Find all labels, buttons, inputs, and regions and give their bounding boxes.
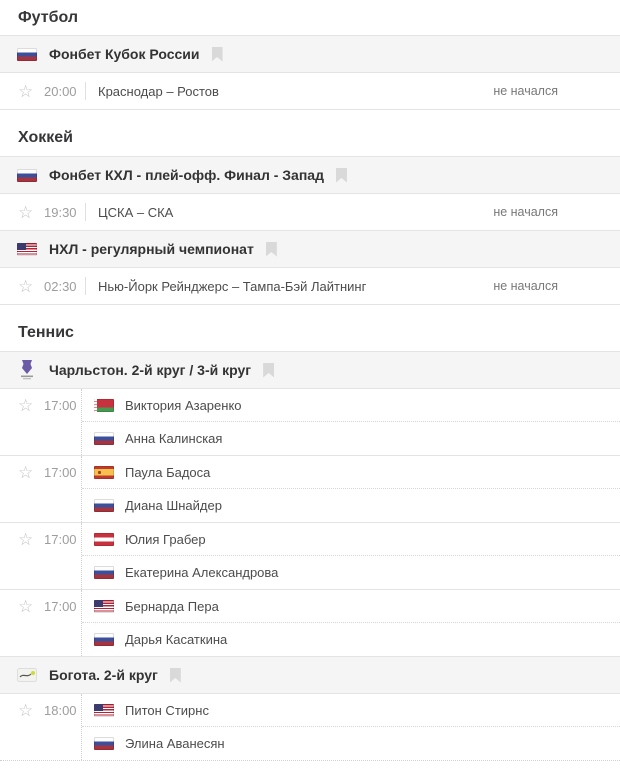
player-name: Элина Аванесян [125,736,225,751]
usa-flag-icon [94,704,114,717]
bookmark-icon[interactable] [336,168,347,183]
player-row [82,590,620,623]
favorite-star-icon[interactable]: ☆ [18,396,34,415]
charleston-tournament-logo-icon [17,359,37,381]
league-name: Богота. 2-й круг [49,667,158,683]
league-row-charleston[interactable] [0,352,620,389]
russia-flag-icon [94,633,114,646]
league-row-nhl[interactable] [0,231,620,268]
favorite-star-icon[interactable]: ☆ [18,463,34,482]
league-name: Фонбет КХЛ - плей-офф. Финал - Запад [49,167,324,183]
player-row [82,727,620,760]
player-name: Екатерина Александрова [125,565,279,580]
tennis-match-row[interactable] [0,694,620,761]
league-name: Чарльстон. 2-й круг / 3-й круг [49,362,252,378]
favorite-star-icon[interactable]: ☆ [18,81,34,101]
favorite-star-icon[interactable]: ☆ [18,276,34,296]
russia-flag-icon [17,48,37,61]
player-name: Бернарда Пера [125,598,219,614]
league-row-khl[interactable] [0,157,620,194]
divider [85,203,86,221]
russia-flag-icon [17,169,37,182]
match-time: 17:00 [44,532,77,547]
player-name: Диана Шнайдер [125,498,222,513]
match-status: не начался [493,205,558,219]
player-name: Виктория Азаренко [125,397,242,413]
league-row-fonbet-cup[interactable] [0,36,620,73]
player-row [82,456,620,489]
player-name: Дарья Касаткина [125,632,228,647]
favorite-star-icon[interactable]: ☆ [18,597,34,616]
bookmark-icon[interactable] [263,363,274,378]
player-name: Анна Калинская [125,431,223,446]
section-title-football: Футбол [0,0,620,36]
russia-flag-icon [94,566,114,579]
match-name: Краснодар – Ростов [98,83,219,99]
player-row [82,556,620,589]
section-title-tennis: Теннис [0,305,620,352]
player-row [82,623,620,656]
match-name: Нью-Йорк Рейнджерс – Тампа-Бэй Лайтнинг [98,278,367,294]
spain-flag-icon [94,466,114,479]
tennis-match-row[interactable] [0,389,620,456]
match-time: 20:00 [44,83,77,99]
bogota-tournament-logo-icon [17,664,37,686]
section-title-hockey: Хоккей [0,110,620,157]
tennis-match-row[interactable] [0,523,620,590]
match-row-krasnodar-rostov[interactable] [0,73,620,110]
usa-flag-icon [17,243,37,256]
divider [85,82,86,100]
favorite-star-icon[interactable]: ☆ [18,202,34,222]
usa-flag-icon [94,600,114,613]
match-row-cska-ska[interactable] [0,194,620,231]
player-name: Паула Бадоса [125,464,211,480]
match-time: 17:00 [44,599,77,614]
belarus-flag-icon [94,399,114,412]
player-name: Юлия Грабер [125,531,206,547]
bookmark-icon[interactable] [266,242,277,257]
tennis-match-row[interactable] [0,590,620,657]
divider [85,277,86,295]
match-row-rangers-lightning[interactable] [0,268,620,305]
league-name: Фонбет Кубок России [49,46,200,62]
league-name: НХЛ - регулярный чемпионат [49,241,254,257]
favorite-star-icon[interactable]: ☆ [18,701,34,720]
favorite-star-icon[interactable]: ☆ [18,530,34,549]
russia-flag-icon [94,737,114,750]
russia-flag-icon [94,432,114,445]
tennis-match-row[interactable] [0,456,620,523]
league-row-bogota[interactable] [0,657,620,694]
player-name: Питон Стирнс [125,702,209,718]
player-row [82,523,620,556]
match-time: 17:00 [44,465,77,480]
player-row [82,489,620,522]
match-time: 19:30 [44,204,77,220]
player-row [82,694,620,727]
match-name: ЦСКА – СКА [98,204,174,220]
match-status: не начался [493,279,558,293]
player-row [82,389,620,422]
player-row [82,422,620,455]
bookmark-icon[interactable] [170,668,181,683]
russia-flag-icon [94,499,114,512]
austria-flag-icon [94,533,114,546]
match-time: 02:30 [44,278,77,294]
match-status: не начался [493,84,558,98]
match-time: 18:00 [44,703,77,718]
match-time: 17:00 [44,398,77,413]
bookmark-icon[interactable] [212,47,223,62]
